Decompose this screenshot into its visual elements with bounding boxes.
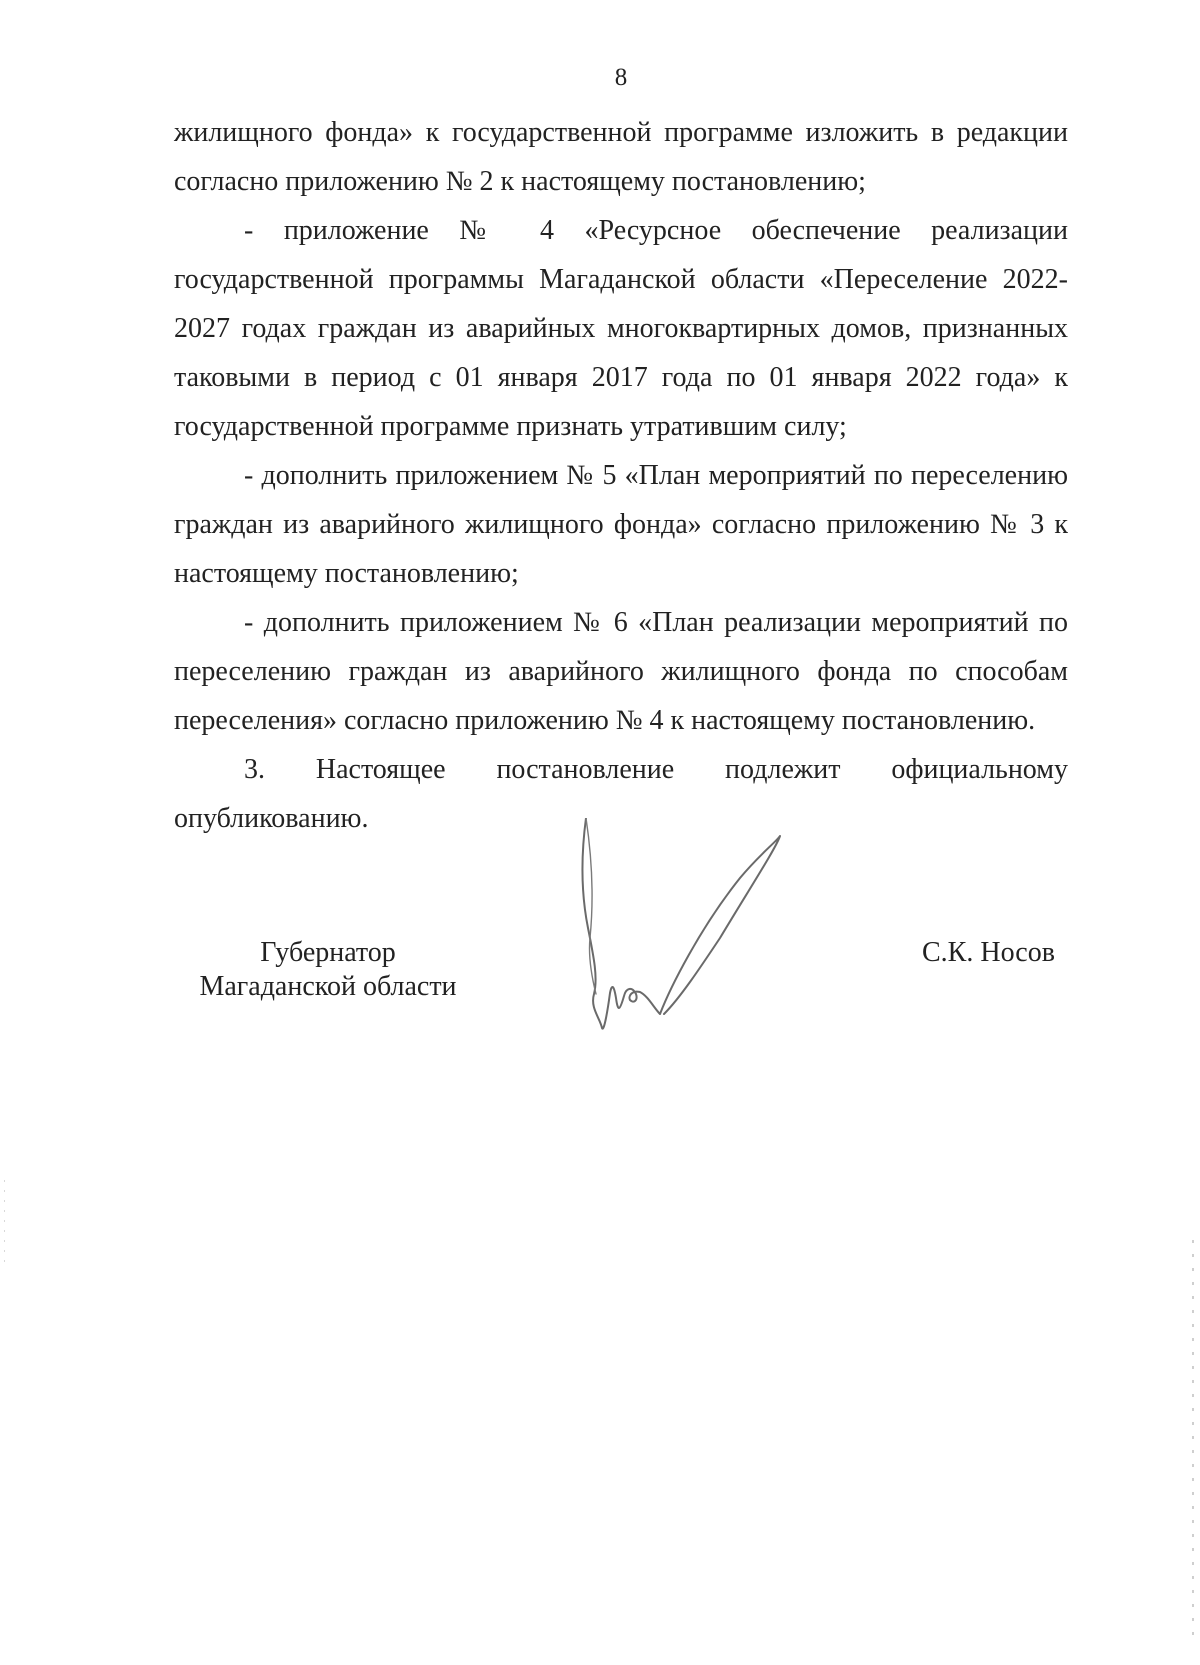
signatory-title-line1: Губернатор xyxy=(260,937,396,968)
paragraph-appendix-6: - дополнить приложением № 6 «План реализации мероприятий по переселению граждан из аварийного жилищного фонда по способам переселения» согласно приложению № 4 к настоящему постановлению. xyxy=(174,607,1068,736)
handwritten-signature xyxy=(580,818,840,1048)
signatory-title xyxy=(178,936,478,1004)
signature-stroke xyxy=(583,818,781,1029)
paragraph-appendix-5: - дополнить приложением № 5 «План мероприятий по переселению граждан из аварийного жилищного фонда» согласно приложению № 3 к настоящему постановлению; xyxy=(174,460,1068,589)
signatory-name: С.К. Носов xyxy=(922,937,1055,968)
paragraph-appendix-4: - приложение № 4 «Ресурсное обеспечение реализации государственной программы Магаданской области «Переселение 2022-2027 годах граждан из аварийных многоквартирных домов, признанных таковыми в период с 01 января 2017 года по 01 января 2022 года» к государственной программе признать утратившим силу; xyxy=(174,215,1068,442)
scan-edge-marks xyxy=(1192,1240,1194,1640)
page-number: 8 xyxy=(614,64,628,91)
document-body xyxy=(174,108,1068,843)
paragraph-publication: 3. Настоящее постановление подлежит официальному опубликованию. xyxy=(174,754,1068,834)
paragraph-continuation: жилищного фонда» к государственной программе изложить в редакции согласно приложению № 2 к настоящему постановлению; xyxy=(174,117,1068,197)
signatory-title-line2: Магаданской области xyxy=(199,971,457,1002)
scan-edge-marks-left xyxy=(4,1180,5,1270)
